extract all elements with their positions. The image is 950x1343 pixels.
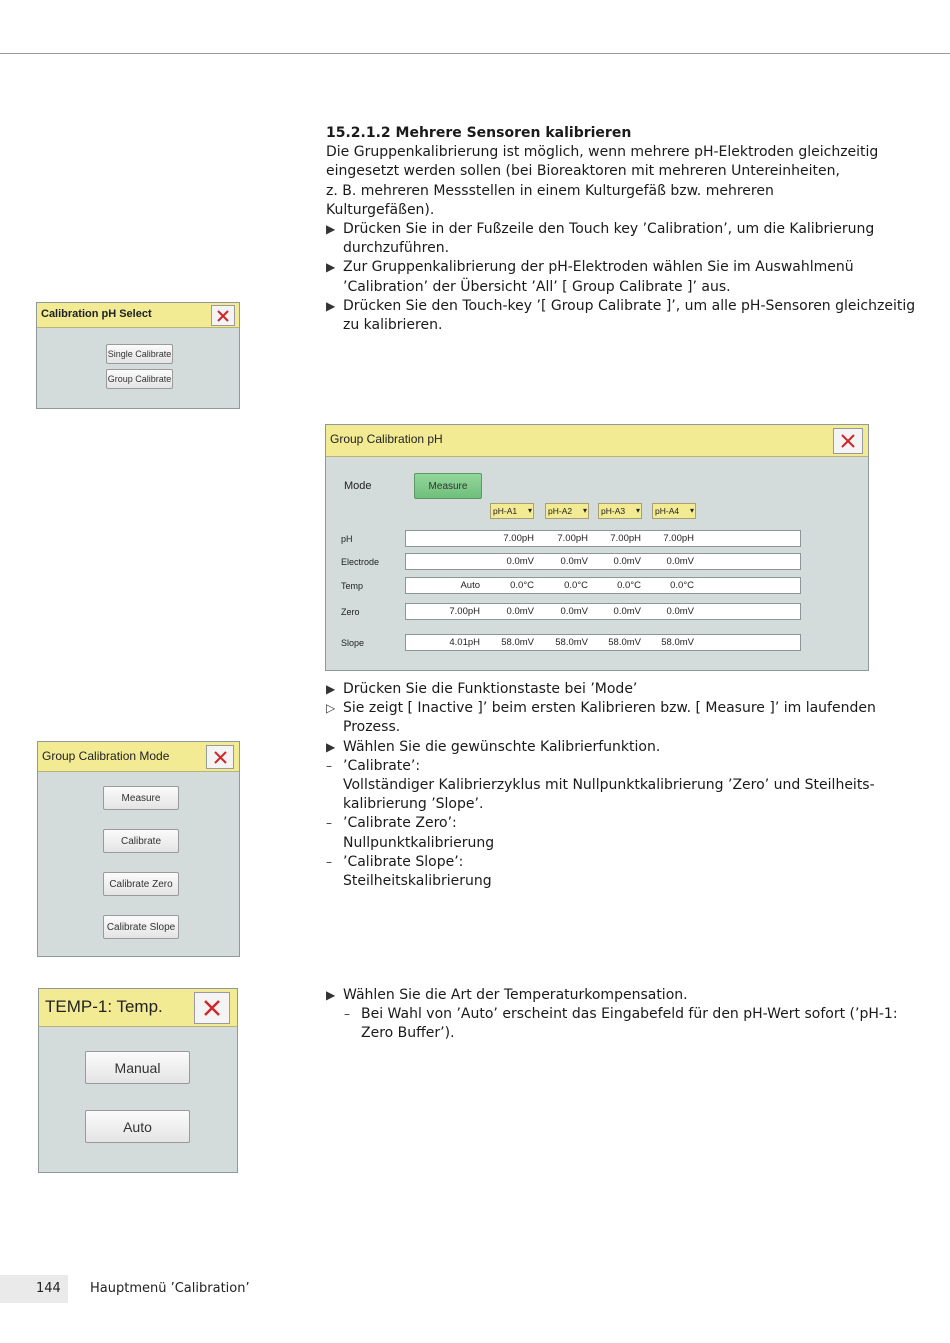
channel-select-a3[interactable] xyxy=(598,503,642,519)
row-label-electrode: Electrode xyxy=(341,557,380,567)
step-arrow-icon: ▶ xyxy=(326,988,336,1002)
header-rule xyxy=(0,53,950,54)
row-label-slope: Slope xyxy=(341,638,365,648)
group-calibration-mode-dialog xyxy=(37,741,240,957)
close-icon xyxy=(214,751,227,764)
option-text: Bei Wahl von ’Auto’ erscheint das Eingabefeld für den pH-Wert sofort (’pH-1: xyxy=(361,1006,898,1023)
row-field-electrode xyxy=(405,553,801,570)
row-value: Auto xyxy=(460,580,480,591)
row-field-ph xyxy=(405,530,801,547)
option-text: ’Calibrate Zero’: xyxy=(343,815,457,832)
option-item xyxy=(326,853,926,891)
channel-select-a4[interactable] xyxy=(652,503,696,519)
step-text: durchzuführen. xyxy=(343,240,450,257)
measure-button[interactable]: Measure xyxy=(103,786,179,810)
step-item xyxy=(326,680,926,699)
section-heading: 15.2.1.2 Mehrere Sensoren kalibrieren xyxy=(326,125,632,141)
option-text: Zero Buffer’). xyxy=(361,1025,455,1042)
row-value: 0.0mV xyxy=(666,556,694,567)
row-value: 0.0mV xyxy=(666,606,694,617)
row-field-zero xyxy=(405,603,801,620)
option-text: Vollständiger Kalibrierzyklus mit Nullpunktkalibrierung ’Zero’ und Steilheits- xyxy=(343,777,875,794)
step-item xyxy=(326,258,926,296)
channel-label: pH-A1 xyxy=(493,506,518,516)
channel-label: pH-A3 xyxy=(601,506,626,516)
step-text: Drücken Sie den Touch-key ’[ Group Calibrate ]’, um alle pH-Sensoren gleichzeitig xyxy=(343,297,916,314)
row-value: 0.0mV xyxy=(560,556,588,567)
close-button[interactable] xyxy=(206,745,234,769)
option-item xyxy=(326,1005,926,1043)
steps-block-1 xyxy=(326,220,926,335)
row-value: 0.0mV xyxy=(506,606,534,617)
step-text: Wählen Sie die Art der Temperaturkompensation. xyxy=(343,987,688,1003)
step-arrow-icon: ▶ xyxy=(326,682,336,696)
step-arrow-icon: ▶ xyxy=(326,298,336,313)
page-number: 144 xyxy=(36,1281,61,1296)
step-text: ’Calibration’ der Übersicht ’All’ [ Group Calibrate ]’ aus. xyxy=(343,278,731,295)
step-item xyxy=(326,738,926,757)
dialog-titlebar xyxy=(37,303,239,328)
chevron-down-icon: ▾ xyxy=(527,506,532,515)
footer-title: Hauptmenü ’Calibration’ xyxy=(90,1281,250,1296)
row-value: 0.0°C xyxy=(564,580,588,591)
mode-label: Mode xyxy=(344,480,372,492)
step-item xyxy=(326,220,926,258)
channel-select-a2[interactable] xyxy=(545,503,589,519)
row-value: 4.01pH xyxy=(449,637,480,648)
calibrate-slope-button[interactable]: Calibrate Slope xyxy=(103,915,179,939)
row-value: 7.00pH xyxy=(663,533,694,544)
row-value: 0.0mV xyxy=(613,556,641,567)
dash-marker: – xyxy=(344,1007,350,1022)
channel-label: pH-A2 xyxy=(548,506,573,516)
option-text: Nullpunktkalibrierung xyxy=(343,834,495,851)
dialog-titlebar xyxy=(326,425,868,457)
step-result xyxy=(326,699,926,737)
step-text: Drücken Sie die Funktionstaste bei ’Mode’ xyxy=(343,681,638,697)
step-item xyxy=(326,297,926,335)
step-arrow-icon: ▶ xyxy=(326,739,336,754)
calibrate-button[interactable]: Calibrate xyxy=(103,829,179,853)
close-button[interactable] xyxy=(211,305,235,326)
chevron-down-icon: ▾ xyxy=(582,506,587,515)
row-value: 0.0°C xyxy=(510,580,534,591)
group-calibration-dialog xyxy=(325,424,869,671)
close-button[interactable] xyxy=(833,428,863,454)
step-arrow-icon: ▶ xyxy=(326,260,336,275)
close-button[interactable] xyxy=(194,992,230,1024)
steps-block-2 xyxy=(326,680,926,891)
row-label-temp: Temp xyxy=(341,581,364,591)
mode-measure-button[interactable]: Measure xyxy=(414,473,482,499)
chevron-down-icon: ▾ xyxy=(689,506,694,515)
row-value: 0.0mV xyxy=(613,606,641,617)
dash-marker: – xyxy=(326,816,332,831)
row-value: 58.0mV xyxy=(661,637,694,648)
row-value: 58.0mV xyxy=(555,637,588,648)
chevron-down-icon: ▾ xyxy=(635,506,640,515)
channel-label: pH-A4 xyxy=(655,506,680,516)
result-arrow-icon: ▷ xyxy=(326,701,336,716)
row-value: 7.00pH xyxy=(610,533,641,544)
dialog-title: Group Calibration pH xyxy=(330,432,443,446)
row-value: 7.00pH xyxy=(557,533,588,544)
step-text: Wählen Sie die gewünschte Kalibrierfunktion. xyxy=(343,738,661,755)
close-icon xyxy=(841,434,855,448)
option-text: kalibrierung ’Slope’. xyxy=(343,796,484,813)
step-text: Zur Gruppenkalibrierung der pH-Elektroden wählen Sie im Auswahlmenü xyxy=(343,259,854,276)
close-icon xyxy=(203,999,221,1017)
option-item xyxy=(326,814,926,852)
row-value: 0.0°C xyxy=(670,580,694,591)
row-value: 7.00pH xyxy=(503,533,534,544)
dialog-title: TEMP-1: Temp. xyxy=(45,997,163,1016)
dialog-title: Group Calibration Mode xyxy=(42,749,170,763)
row-label-zero: Zero xyxy=(341,607,360,617)
row-value: 7.00pH xyxy=(449,606,480,617)
step-text: Sie zeigt [ Inactive ]’ beim ersten Kalibrieren bzw. [ Measure ]’ im laufenden xyxy=(343,700,876,717)
dash-marker: – xyxy=(326,854,332,869)
close-icon xyxy=(217,310,229,322)
row-field-slope xyxy=(405,634,801,651)
auto-button[interactable]: Auto xyxy=(85,1110,190,1143)
row-value: 58.0mV xyxy=(608,637,641,648)
option-item xyxy=(326,757,926,815)
dialog-title: Calibration pH Select xyxy=(41,308,152,320)
group-calibrate-button[interactable]: Group Calibrate xyxy=(106,369,173,389)
step-item xyxy=(326,986,926,1005)
channel-select-a1[interactable] xyxy=(490,503,534,519)
option-text: Steilheitskalibrierung xyxy=(343,873,492,890)
calibrate-zero-button[interactable]: Calibrate Zero xyxy=(103,872,179,896)
step-arrow-icon: ▶ xyxy=(326,222,336,236)
manual-button[interactable]: Manual xyxy=(85,1051,190,1084)
intro-line: Die Gruppenkalibrierung ist möglich, wenn mehrere pH-Elektroden gleichzeitig xyxy=(326,144,879,161)
steps-block-3 xyxy=(326,986,926,1044)
step-text: Prozess. xyxy=(343,719,401,736)
row-label-ph: pH xyxy=(341,534,353,544)
option-text: ’Calibrate Slope’: xyxy=(343,853,464,870)
temp-dialog xyxy=(38,988,238,1173)
dash-marker: – xyxy=(326,758,332,773)
step-text: zu kalibrieren. xyxy=(343,317,443,334)
intro-block xyxy=(326,124,886,220)
step-text: Drücken Sie in der Fußzeile den Touch key ’Calibration’, um die Kalibrierung xyxy=(343,221,875,237)
intro-line: z. B. mehreren Messstellen in einem Kulturgefäß bzw. mehreren Kulturgefäßen). xyxy=(326,182,774,218)
calibration-select-dialog xyxy=(36,302,240,409)
intro-line: eingesetzt werden sollen (bei Bioreaktoren mit mehreren Untereinheiten, xyxy=(326,163,840,180)
single-calibrate-button[interactable]: Single Calibrate xyxy=(106,344,173,364)
row-value: 0.0mV xyxy=(506,556,534,567)
row-value: 58.0mV xyxy=(501,637,534,648)
option-text: ’Calibrate’: xyxy=(343,757,421,774)
row-value: 0.0mV xyxy=(560,606,588,617)
row-value: 0.0°C xyxy=(617,580,641,591)
row-field-temp xyxy=(405,577,801,594)
